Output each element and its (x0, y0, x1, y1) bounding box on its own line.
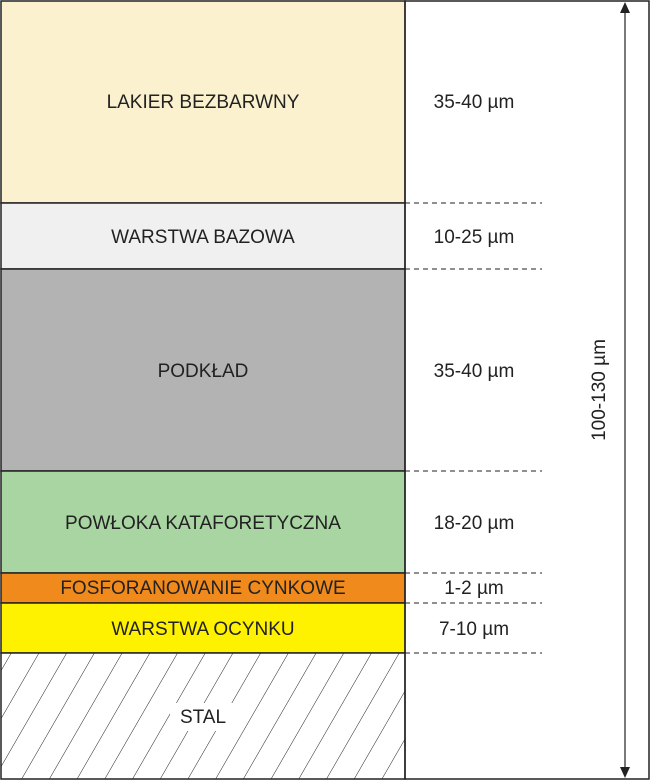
layer-thickness: 18-20 µm (433, 513, 515, 534)
layer-thickness: 35-40 µm (433, 361, 515, 382)
layer-warstwa-ocynku (1, 603, 509, 653)
layer-thickness: 10-25 µm (433, 227, 515, 248)
layer-thickness: 1-2 µm (444, 578, 504, 599)
layer-stal (1, 653, 405, 779)
layer-label: WARSTWA BAZOWA (111, 227, 295, 248)
total-thickness-label: 100-130 µm (589, 339, 610, 441)
layer-podklad (1, 269, 514, 471)
layer-label: LAKIER BEZBARWNY (106, 92, 300, 113)
layer-label: PODKŁAD (157, 361, 249, 382)
layer-thickness: 7-10 µm (438, 619, 510, 640)
arrow-up-icon (620, 2, 630, 13)
thickness-panel-border (405, 1, 649, 779)
layer-fosforanowanie-cynkowe (1, 573, 504, 603)
layer-warstwa-bazowa (1, 203, 514, 269)
layer-powloka-kataforetyczna (1, 471, 514, 573)
layer-label: WARSTWA OCYNKU (111, 619, 295, 640)
total-thickness-arrow (620, 2, 630, 778)
layer-lakier-bezbarwny (1, 1, 514, 203)
arrow-down-icon (620, 767, 630, 778)
layer-label: FOSFORANOWANIE CYNKOWE (60, 578, 346, 599)
layer-label: STAL (179, 707, 227, 728)
layer-thickness: 35-40 µm (433, 92, 515, 113)
layer-label: POWŁOKA KATAFORETYCZNA (65, 513, 341, 534)
